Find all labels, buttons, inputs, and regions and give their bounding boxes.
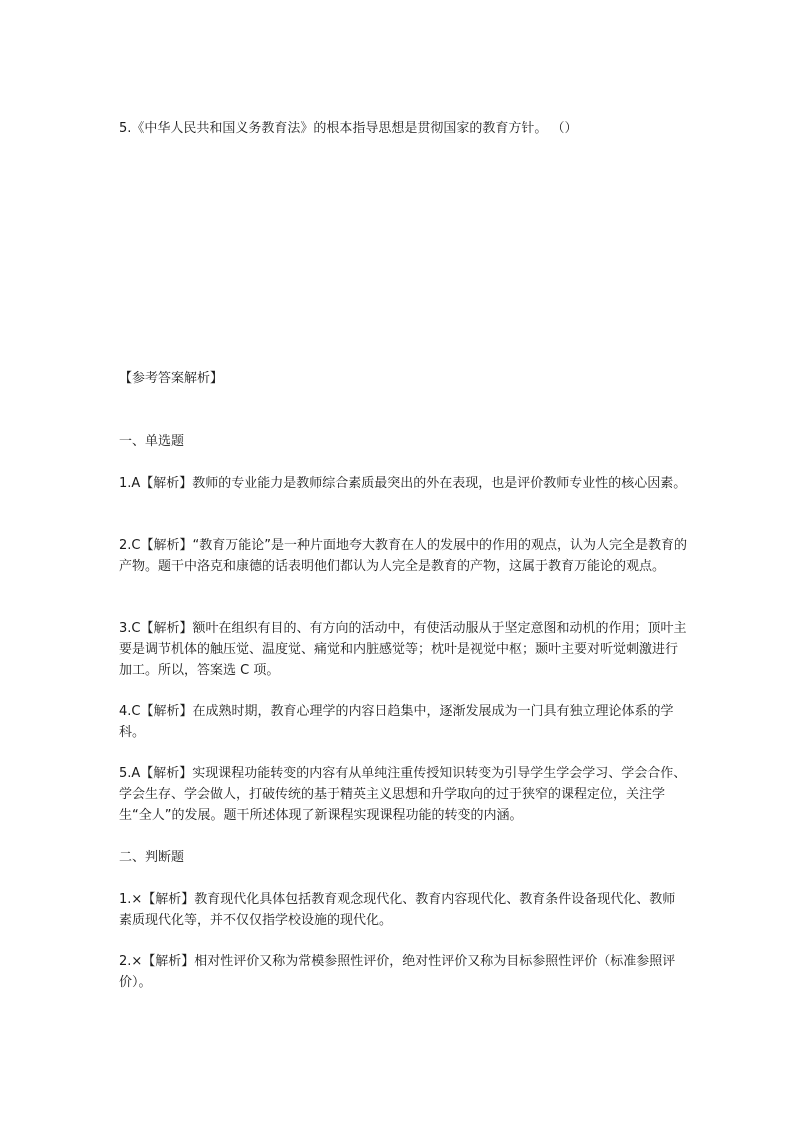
true-false-answer-1: 1.×【解析】教育现代化具体包括教育观念现代化、教育内容现代化、教育条件设备现代化、教师素质现代化等，并不仅仅指学校设施的现代化。 — [119, 892, 676, 928]
single-choice-answer-1: 1.A【解析】教师的专业能力是教师综合素质最突出的外在表现，也是评价教师专业性的核心因素。 — [119, 476, 687, 491]
single-choice-section-heading: 一、单选题 — [119, 434, 185, 449]
single-choice-answer-5: 5.A【解析】实现课程功能转变的内容有从单纯注重传授知识转变为引导学生学会学习、学会合作、学会生存、学会做人，打破传统的基于精英主义思想和升学取向的过于狭窄的课程定位，关注学生“全人”的发展。题干所述体现了新课程实现课程功能的转变的内涵。 — [119, 766, 687, 823]
true-false-section-heading: 二、判断题 — [119, 850, 185, 865]
single-choice-answer-3: 3.C【解析】额叶在组织有目的、有方向的活动中，有使活动服从于坚定意图和动机的作用；顶叶主要是调节机体的触压觉、温度觉、痛觉和内脏感觉等；枕叶是视觉中枢；颞叶主要对听觉刺激进行加工。所以，答案选 C 项。 — [119, 621, 687, 678]
single-choice-answer-4: 4.C【解析】在成熟时期，教育心理学的内容日趋集中，逐渐发展成为一门具有独立理论体系的学科。 — [119, 704, 674, 740]
question-5: 5.《中华人民共和国义务教育法》的根本指导思想是贯彻国家的教育方针。 （） — [119, 121, 578, 136]
answer-analysis-heading: 【参考答案解析】 — [119, 371, 224, 386]
true-false-answer-2: 2.×【解析】相对性评价又称为常模参照性评价，绝对性评价又称为目标参照性评价（标准参照评价）。 — [119, 954, 676, 990]
single-choice-answer-2: 2.C【解析】“教育万能论”是一种片面地夸大教育在人的发展中的作用的观点，认为人完全是教育的产物。题干中洛克和康德的话表明他们都认为人完全是教育的产物，这属于教育万能论的观点。 — [119, 538, 687, 574]
